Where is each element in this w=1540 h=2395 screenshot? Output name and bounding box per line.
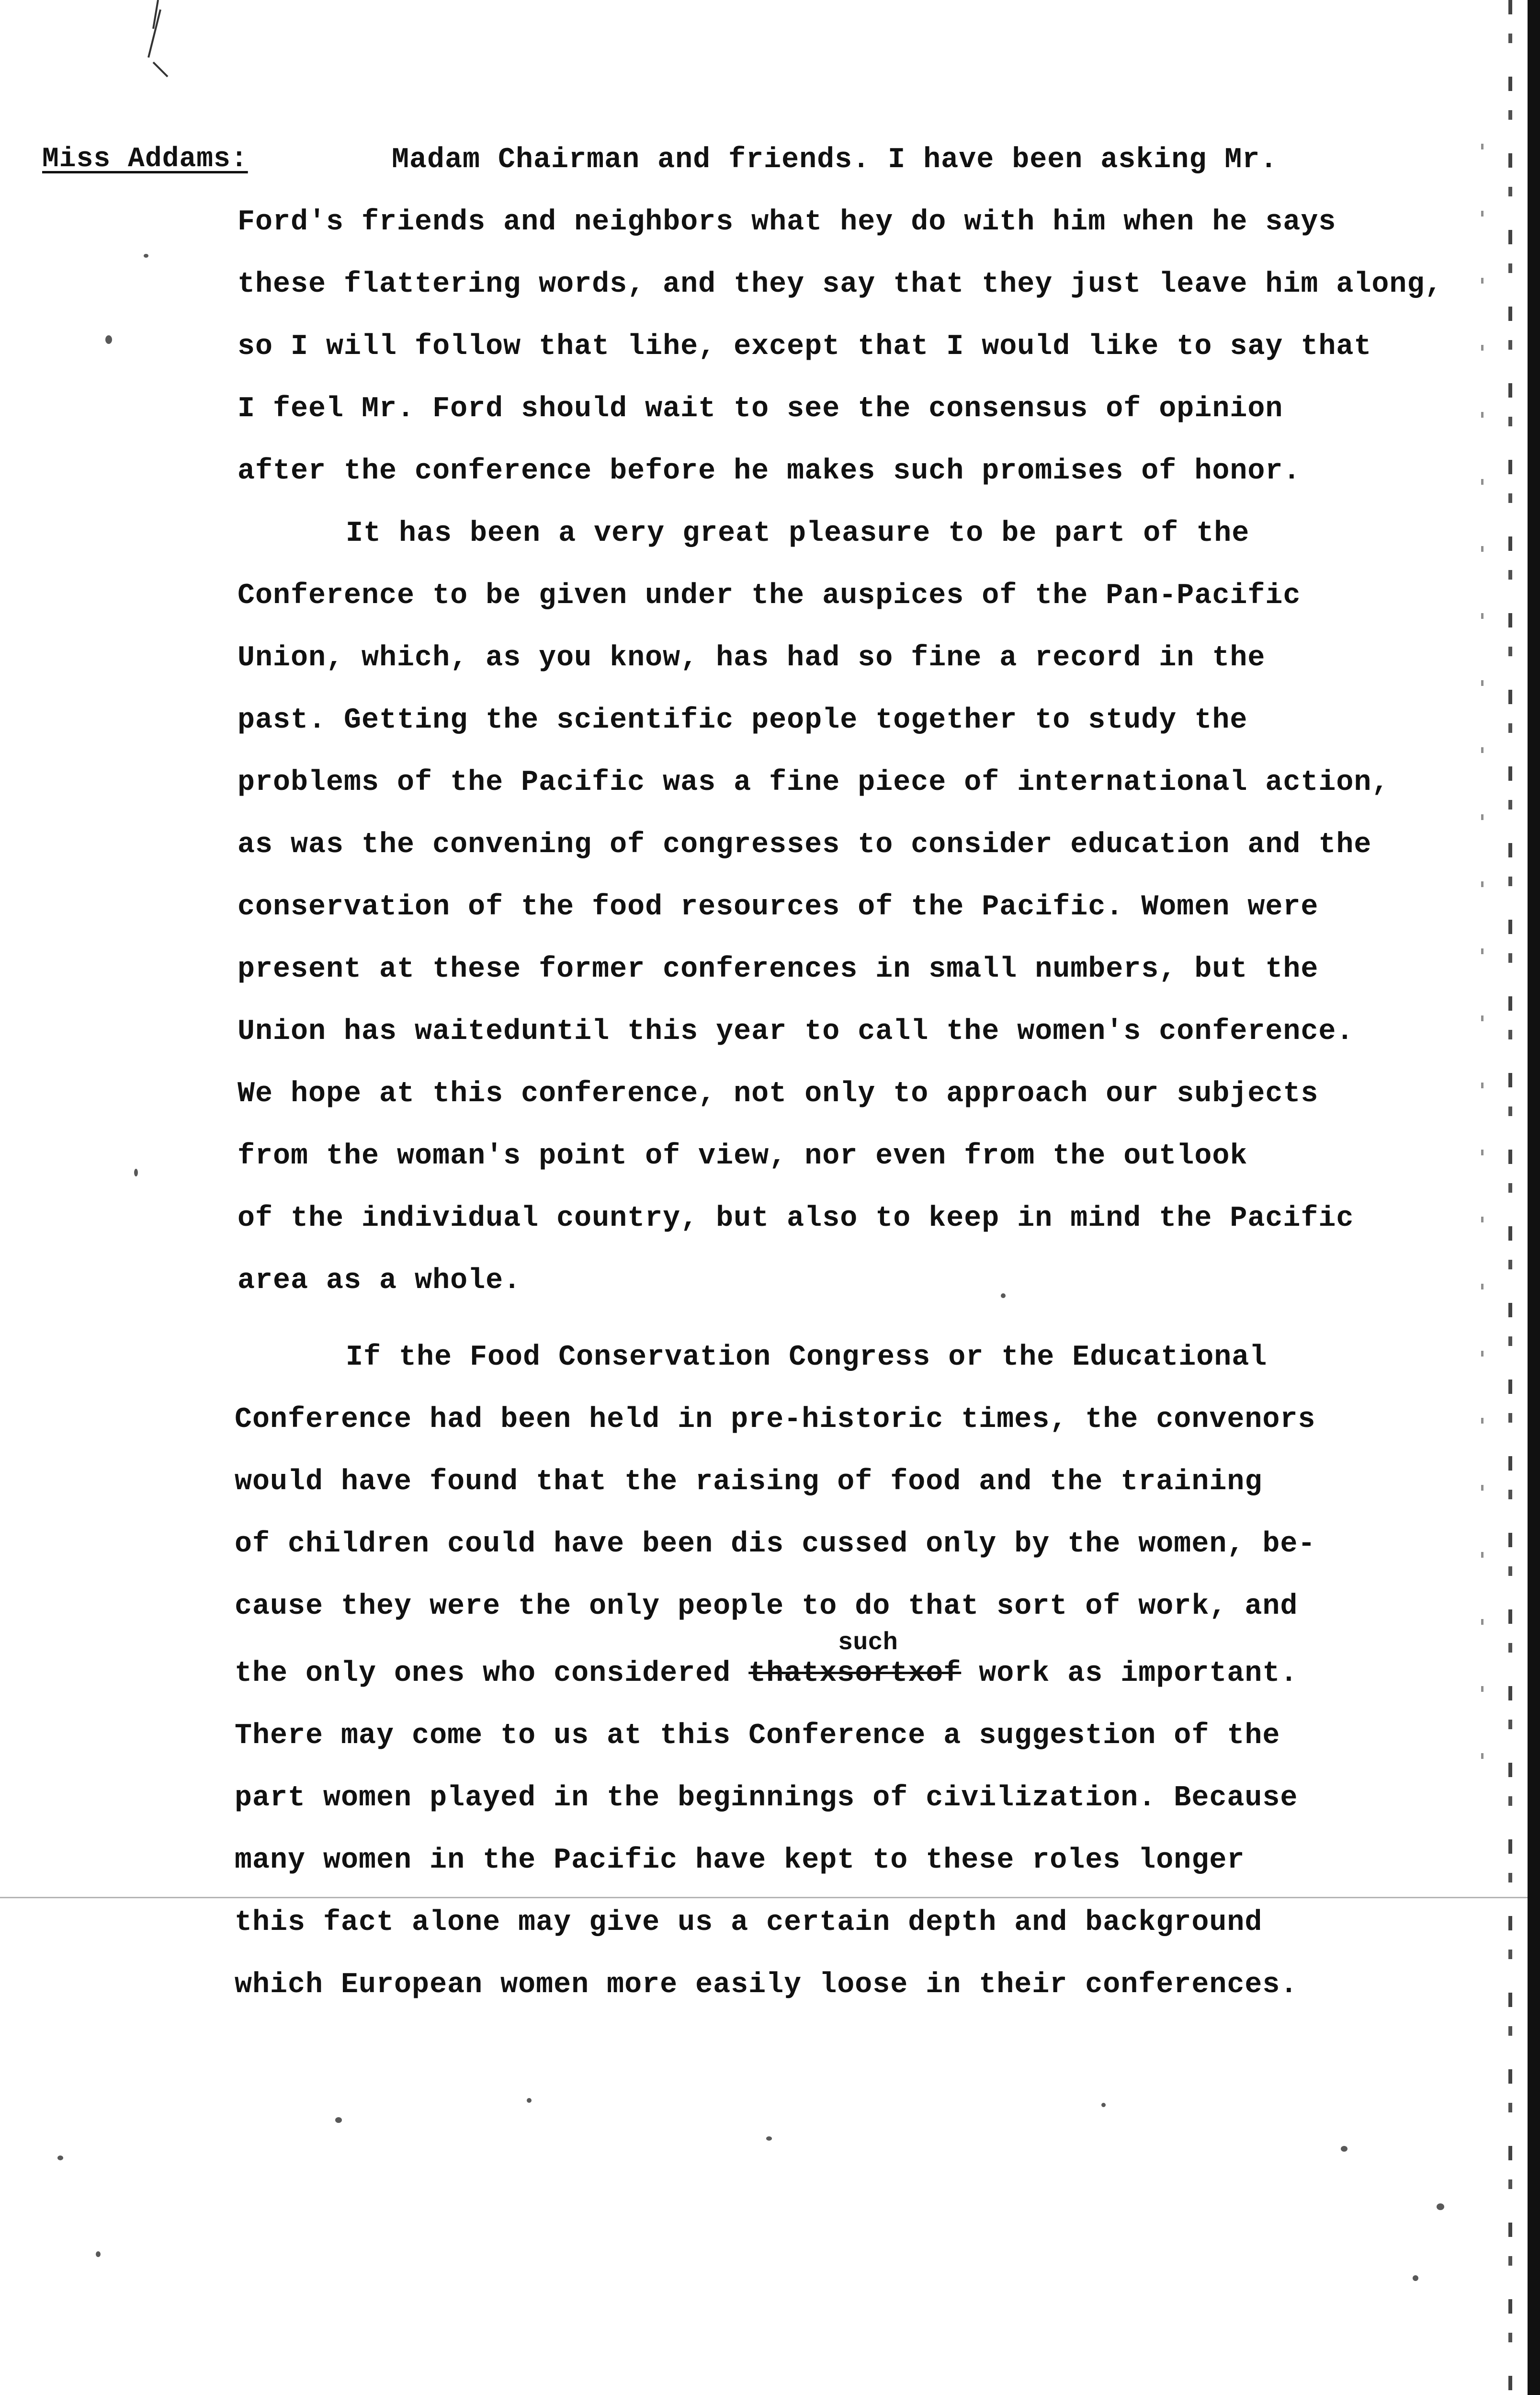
text-line: part women played in the beginnings of civilization. Because — [235, 1782, 1298, 1814]
text-line: of the individual country, but also to keep in mind the Pacific — [238, 1202, 1354, 1235]
text-line: It has been a very great pleasure to be part of the — [346, 517, 1250, 550]
text-line: area as a whole. — [238, 1265, 521, 1297]
text-line: this fact alone may give us a certain depth and background — [235, 1906, 1263, 1939]
text-segment: the only ones who considered — [235, 1657, 749, 1690]
scan-edge — [1528, 0, 1540, 2395]
text-line: There may come to us at this Conference a suggestion of the — [235, 1720, 1280, 1752]
text-line: Union, which, as you know, has had so fine a record in the — [238, 642, 1266, 674]
scan-speck — [527, 2098, 532, 2103]
correction-line — [235, 1657, 1298, 1690]
scan-speck — [766, 2136, 772, 2141]
scan-speck — [1437, 2203, 1444, 2210]
scan-edge-marks — [1481, 144, 1483, 1772]
text-line: If the Food Conservation Congress or the Educational — [346, 1341, 1268, 1374]
text-line: past. Getting the scientific people together to study the — [238, 704, 1248, 737]
text-segment: work as important. — [961, 1657, 1298, 1690]
text-line: present at these former conferences in small numbers, but the — [238, 953, 1319, 986]
struck-text: thatxsortxof — [748, 1657, 962, 1690]
text-line: after the conference before he makes such promises of honor. — [238, 455, 1301, 488]
scan-speck — [1001, 1293, 1006, 1298]
text-line: Madam Chairman and friends. I have been asking Mr. — [392, 144, 1278, 176]
text-line: conservation of the food resources of the Pacific. Women were — [238, 891, 1319, 924]
text-line: Union has waiteduntil this year to call the women's conference. — [238, 1015, 1354, 1048]
scan-speck — [1341, 2146, 1348, 2152]
text-line: We hope at this conference, not only to approach our subjects — [238, 1078, 1319, 1110]
text-line: so I will follow that lihe, except that I would like to say that — [238, 331, 1372, 363]
scan-edge-marks — [1508, 0, 1512, 2395]
scan-speck — [144, 254, 148, 258]
text-line: problems of the Pacific was a fine piece of international action, — [238, 766, 1390, 799]
text-line: cause they were the only people to do that sort of work, and — [235, 1590, 1298, 1623]
text-line: as was the convening of congresses to consider education and the — [238, 829, 1372, 861]
text-line: would have found that the raising of food and the training — [235, 1466, 1263, 1498]
pencil-mark — [139, 0, 172, 91]
text-line: these flattering words, and they say that they just leave him along, — [238, 268, 1443, 301]
scan-speck — [105, 335, 112, 344]
scan-speck — [57, 2156, 63, 2160]
scan-speck — [1413, 2275, 1418, 2281]
text-line: from the woman's point of view, nor even from the outlook — [238, 1140, 1248, 1173]
text-line: many women in the Pacific have kept to these roles longer — [235, 1844, 1245, 1877]
scan-speck — [134, 1169, 138, 1176]
scan-speck — [335, 2117, 342, 2123]
text-line: of children could have been dis cussed only by the women, be- — [235, 1528, 1316, 1561]
speaker-name: Miss Addams: — [42, 144, 248, 175]
handwritten-insertion: such — [838, 1629, 898, 1657]
scan-speck — [96, 2251, 101, 2257]
text-line: Conference had been held in pre-historic times, the convenors — [235, 1403, 1316, 1436]
text-line: which European women more easily loose in their conferences. — [235, 1969, 1298, 2001]
scan-speck — [1101, 2103, 1106, 2107]
text-line: I feel Mr. Ford should wait to see the consensus of opinion — [238, 393, 1283, 425]
fold-line — [0, 1897, 1528, 1898]
text-line: Conference to be given under the auspices of the Pan-Pacific — [238, 580, 1301, 612]
text-line: Ford's friends and neighbors what hey do with him when he says — [238, 206, 1336, 239]
